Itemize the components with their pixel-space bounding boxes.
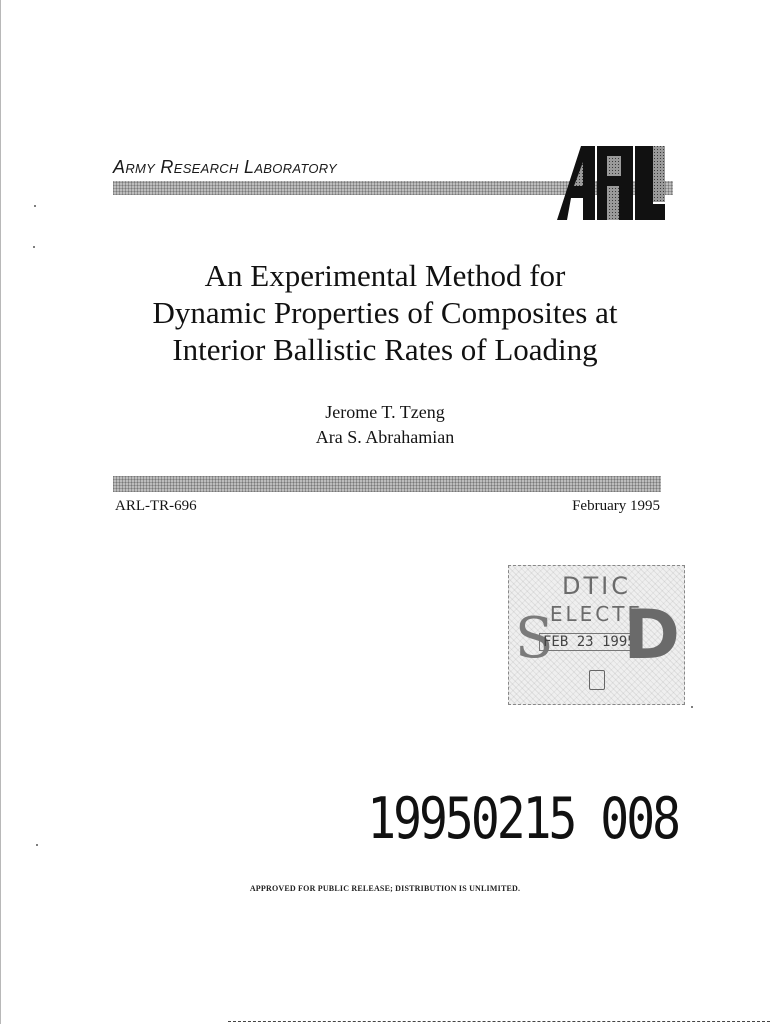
stamp-mark-icon [589,670,605,690]
dtic-stamp [508,565,685,705]
title-line: Dynamic Properties of Composites at [152,295,618,330]
scan-speck [34,205,36,207]
stamp-letter: D [623,596,680,675]
stamp-status: ELECTE [549,602,644,626]
lab-name-word: LABORATORY [244,157,337,177]
arl-logo [555,140,667,222]
lab-name-word: ARMY [113,157,156,177]
page-edge [0,0,1,1024]
stamp-date: FEB 23 1995 [539,633,640,651]
scan-speck [36,844,38,846]
authors [0,400,770,450]
accession-number: 19950215 008 [367,786,678,853]
release-statement: APPROVED FOR PUBLIC RELEASE; DISTRIBUTION IS UNLIMITED. [249,884,521,893]
author-name: Jerome T. Tzeng [325,402,445,422]
title-line: An Experimental Method for [204,258,566,293]
lab-name [113,157,337,178]
author-name: Ara S. Abrahamian [315,427,455,447]
report-date: February 1995 [572,498,660,514]
title-line: Interior Ballistic Rates of Loading [172,332,598,367]
report-number: ARL-TR-696 [115,498,197,514]
stamp-letter: S [515,606,554,671]
stamp-org: DTIC [562,572,631,600]
scan-speck [33,246,35,248]
lab-name-word: RESEARCH [160,157,239,177]
divider-band [113,476,661,492]
report-title [0,257,770,368]
scan-speck [691,706,693,708]
bottom-rule [228,1021,770,1023]
